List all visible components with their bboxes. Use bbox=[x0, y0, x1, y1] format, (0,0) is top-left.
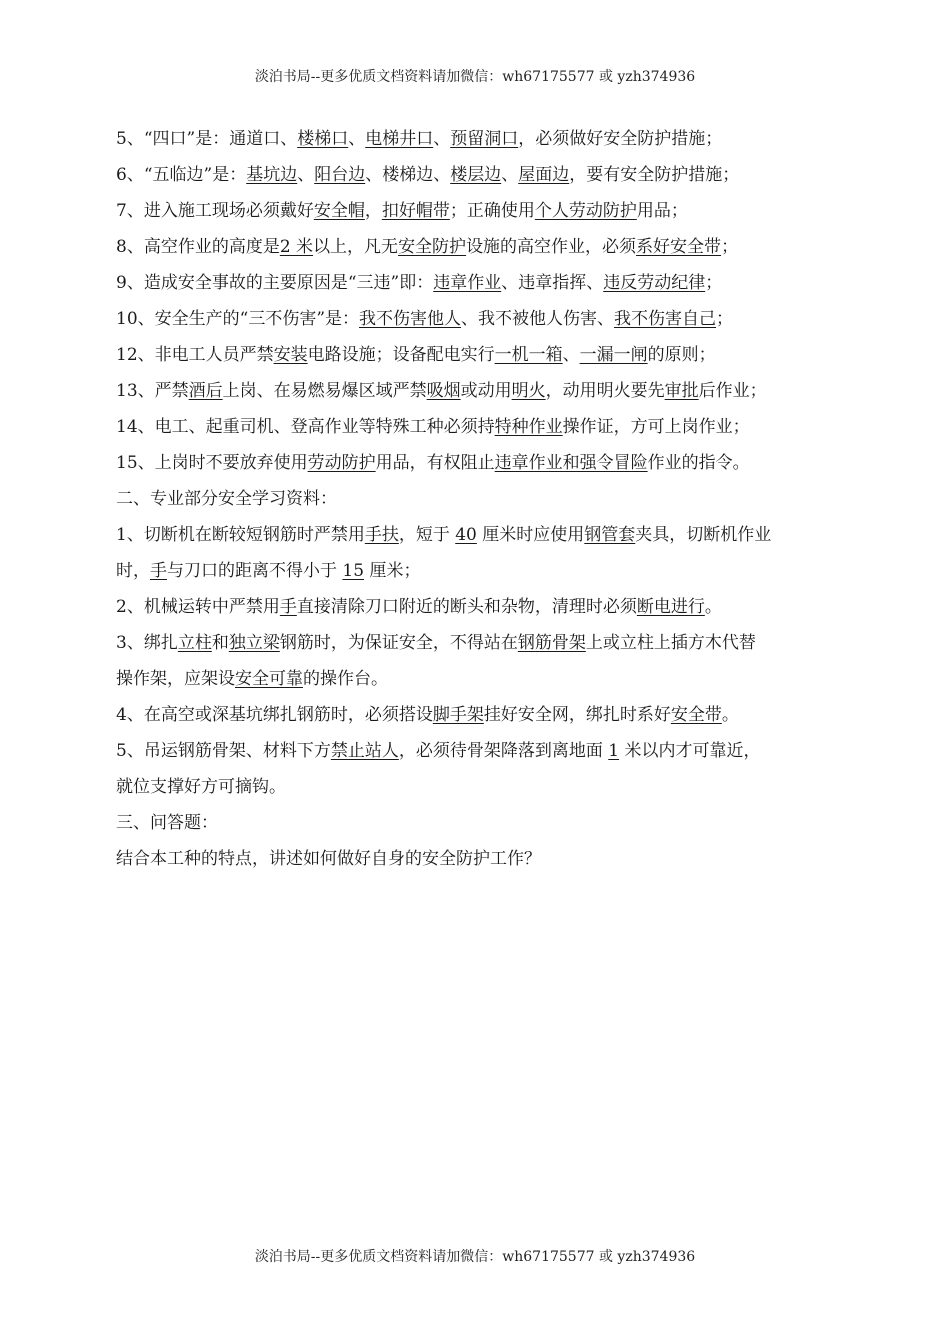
text-segment: 时， bbox=[116, 561, 150, 581]
underlined-answer: 手 bbox=[279, 597, 297, 617]
text-segment: ，要有安全防护措施； bbox=[569, 165, 740, 185]
text-segment: 二、专业部分安全学习资料： bbox=[116, 489, 337, 509]
text-segment: 、 bbox=[348, 129, 366, 149]
text-line bbox=[116, 841, 844, 877]
text-segment: ； bbox=[705, 273, 723, 293]
text-segment: ，短于 bbox=[398, 525, 456, 545]
underlined-answer: 立柱 bbox=[177, 633, 212, 653]
text-line bbox=[116, 553, 844, 589]
underlined-answer: 钢筋骨架 bbox=[517, 633, 586, 653]
text-segment: 电路设施；设备配电实行 bbox=[307, 345, 495, 365]
text-segment: 挂好安全网，绑扎时系好 bbox=[483, 705, 671, 725]
underlined-answer: 我不伤害他人 bbox=[359, 309, 462, 329]
underlined-answer: 安全带 bbox=[670, 705, 722, 725]
text-segment: ， bbox=[364, 201, 382, 221]
text-segment: 直接清除刀口附近的断头和杂物，清理时必须 bbox=[296, 597, 637, 617]
text-segment: 4、在高空或深基坑绑扎钢筋时，必须搭设 bbox=[116, 705, 433, 725]
underlined-answer: 基坑边 bbox=[246, 165, 298, 185]
text-line bbox=[116, 229, 844, 265]
text-segment: 、 bbox=[433, 129, 451, 149]
underlined-answer: 电梯井口 bbox=[365, 129, 434, 149]
text-segment: 就位支撑好方可摘钩。 bbox=[116, 777, 286, 797]
text-segment: 12、非电工人员严禁 bbox=[116, 345, 274, 365]
text-segment: 10、安全生产的“三不伤害”是： bbox=[116, 309, 360, 329]
text-segment: 夹具，切断机作业 bbox=[635, 525, 772, 545]
underlined-answer: 断电进行 bbox=[636, 597, 705, 617]
text-segment: 、 bbox=[562, 345, 580, 365]
underlined-answer: 15 bbox=[342, 561, 365, 581]
underlined-answer: 1 bbox=[608, 741, 620, 761]
text-segment: 操作证，方可上岗作业； bbox=[562, 417, 750, 437]
text-segment: 、楼梯边、 bbox=[365, 165, 451, 185]
underlined-answer: 我不伤害自己 bbox=[614, 309, 717, 329]
underlined-answer: 吸烟 bbox=[426, 381, 461, 401]
underlined-answer: 40 bbox=[455, 525, 477, 545]
text-line bbox=[116, 373, 844, 409]
text-segment: 作业的指令。 bbox=[647, 453, 750, 473]
underlined-answer: 扣好帽带 bbox=[381, 201, 450, 221]
text-segment: 米以内才可靠近， bbox=[619, 741, 761, 761]
text-segment: 上或立柱上插方木代替 bbox=[585, 633, 756, 653]
underlined-answer: 楼层边 bbox=[450, 165, 502, 185]
text-line bbox=[116, 769, 844, 805]
page-footer: 淡泊书局--更多优质文档资料请加微信：wh67175577 或 yzh374936 bbox=[254, 1249, 696, 1265]
underlined-answer: 劳动防护 bbox=[307, 453, 376, 473]
text-segment: 以上，凡无 bbox=[313, 237, 399, 257]
underlined-answer: 安全防护 bbox=[398, 237, 467, 257]
text-segment: 、 bbox=[501, 165, 519, 185]
text-line bbox=[116, 625, 844, 661]
text-segment: 厘米； bbox=[364, 561, 421, 581]
document-body bbox=[116, 121, 844, 877]
text-segment: 13、严禁 bbox=[116, 381, 189, 401]
text-segment: 用品； bbox=[636, 201, 688, 221]
text-line bbox=[116, 301, 844, 337]
underlined-answer: 禁止站人 bbox=[330, 741, 399, 761]
underlined-answer: 2 米 bbox=[279, 237, 314, 257]
text-segment: 的原则； bbox=[647, 345, 716, 365]
text-segment: 8、高空作业的高度是 bbox=[116, 237, 280, 257]
text-segment: ；正确使用 bbox=[449, 201, 535, 221]
underlined-answer: 安全可靠 bbox=[235, 669, 303, 689]
underlined-answer: 违章作业和强令冒险 bbox=[494, 453, 648, 473]
text-segment: 、 bbox=[297, 165, 315, 185]
underlined-answer: 屋面边 bbox=[518, 165, 570, 185]
text-segment: 或动用 bbox=[460, 381, 512, 401]
text-segment: 9、造成安全事故的主要原因是“三违”即： bbox=[116, 273, 434, 293]
text-segment: 。 bbox=[704, 597, 722, 617]
text-segment: 5、“四口”是：通道口、 bbox=[116, 129, 298, 149]
text-line bbox=[116, 265, 844, 301]
underlined-answer: 脚手架 bbox=[432, 705, 484, 725]
text-segment: 6、“五临边”是： bbox=[116, 165, 247, 185]
page-header: 淡泊书局--更多优质文档资料请加微信：wh67175577 或 yzh374936 bbox=[254, 69, 696, 85]
text-segment: 钢筋时，为保证安全，不得站在 bbox=[279, 633, 518, 653]
underlined-answer: 独立梁 bbox=[228, 633, 280, 653]
text-segment: 、违章指挥、 bbox=[501, 273, 604, 293]
underlined-answer: 手扶 bbox=[364, 525, 399, 545]
text-segment: 、我不被他人伤害、 bbox=[461, 309, 615, 329]
text-segment: 。 bbox=[721, 705, 739, 725]
text-segment: 1、切断机在断较短钢筋时严禁用 bbox=[116, 525, 365, 545]
underlined-answer: 审批 bbox=[664, 381, 699, 401]
underlined-answer: 预留洞口 bbox=[450, 129, 519, 149]
text-segment: 14、电工、起重司机、登高作业等特殊工种必须持 bbox=[116, 417, 495, 437]
text-line bbox=[116, 337, 844, 373]
text-segment: 和 bbox=[211, 633, 229, 653]
text-segment: 后作业； bbox=[698, 381, 767, 401]
text-segment: 厘米时应使用 bbox=[476, 525, 585, 545]
text-line bbox=[116, 193, 844, 229]
text-segment: 3、绑扎 bbox=[116, 633, 178, 653]
text-segment: 操作架，应架设 bbox=[116, 669, 235, 689]
underlined-answer: 明火 bbox=[511, 381, 546, 401]
text-line bbox=[116, 481, 844, 517]
underlined-answer: 楼梯口 bbox=[297, 129, 349, 149]
underlined-answer: 安全帽 bbox=[313, 201, 365, 221]
underlined-answer: 违反劳动纪律 bbox=[603, 273, 706, 293]
text-segment: 结合本工种的特点，讲述如何做好自身的安全防护工作？ bbox=[116, 849, 541, 869]
text-line bbox=[116, 517, 844, 553]
underlined-answer: 一漏一闸 bbox=[579, 345, 648, 365]
underlined-answer: 酒后 bbox=[188, 381, 223, 401]
text-line bbox=[116, 661, 844, 697]
text-segment: 5、吊运钢筋骨架、材料下方 bbox=[116, 741, 331, 761]
underlined-answer: 违章作业 bbox=[433, 273, 502, 293]
text-segment: 三、问答题： bbox=[116, 813, 218, 833]
text-segment: ，动用明火要先 bbox=[545, 381, 665, 401]
underlined-answer: 手 bbox=[150, 561, 167, 581]
underlined-answer: 钢管套 bbox=[584, 525, 636, 545]
text-line bbox=[116, 445, 844, 481]
text-line bbox=[116, 733, 844, 769]
text-segment: 15、上岗时不要放弃使用 bbox=[116, 453, 308, 473]
text-segment: 与刀口的距离不得小于 bbox=[167, 561, 343, 581]
underlined-answer: 阳台边 bbox=[314, 165, 366, 185]
text-segment: 2、机械运转中严禁用 bbox=[116, 597, 280, 617]
underlined-answer: 特种作业 bbox=[494, 417, 563, 437]
text-line bbox=[116, 157, 844, 193]
text-segment: ，必须做好安全防护措施； bbox=[518, 129, 723, 149]
text-segment: 上岗、在易燃易爆区域严禁 bbox=[222, 381, 427, 401]
text-line bbox=[116, 409, 844, 445]
text-line bbox=[116, 697, 844, 733]
text-line bbox=[116, 121, 844, 157]
underlined-answer: 系好安全带 bbox=[636, 237, 722, 257]
underlined-answer: 一机一箱 bbox=[494, 345, 563, 365]
underlined-answer: 安装 bbox=[273, 345, 308, 365]
text-segment: 的操作台。 bbox=[303, 669, 388, 689]
text-segment: ，必须待骨架降落到离地面 bbox=[398, 741, 609, 761]
text-segment: 用品，有权阻止 bbox=[375, 453, 495, 473]
underlined-answer: 个人劳动防护 bbox=[534, 201, 637, 221]
text-segment: ； bbox=[721, 237, 739, 257]
text-segment: 7、进入施工现场必须戴好 bbox=[116, 201, 314, 221]
text-segment: 设施的高空作业，必须 bbox=[466, 237, 637, 257]
text-segment: ； bbox=[716, 309, 734, 329]
text-line bbox=[116, 805, 844, 841]
text-line bbox=[116, 589, 844, 625]
